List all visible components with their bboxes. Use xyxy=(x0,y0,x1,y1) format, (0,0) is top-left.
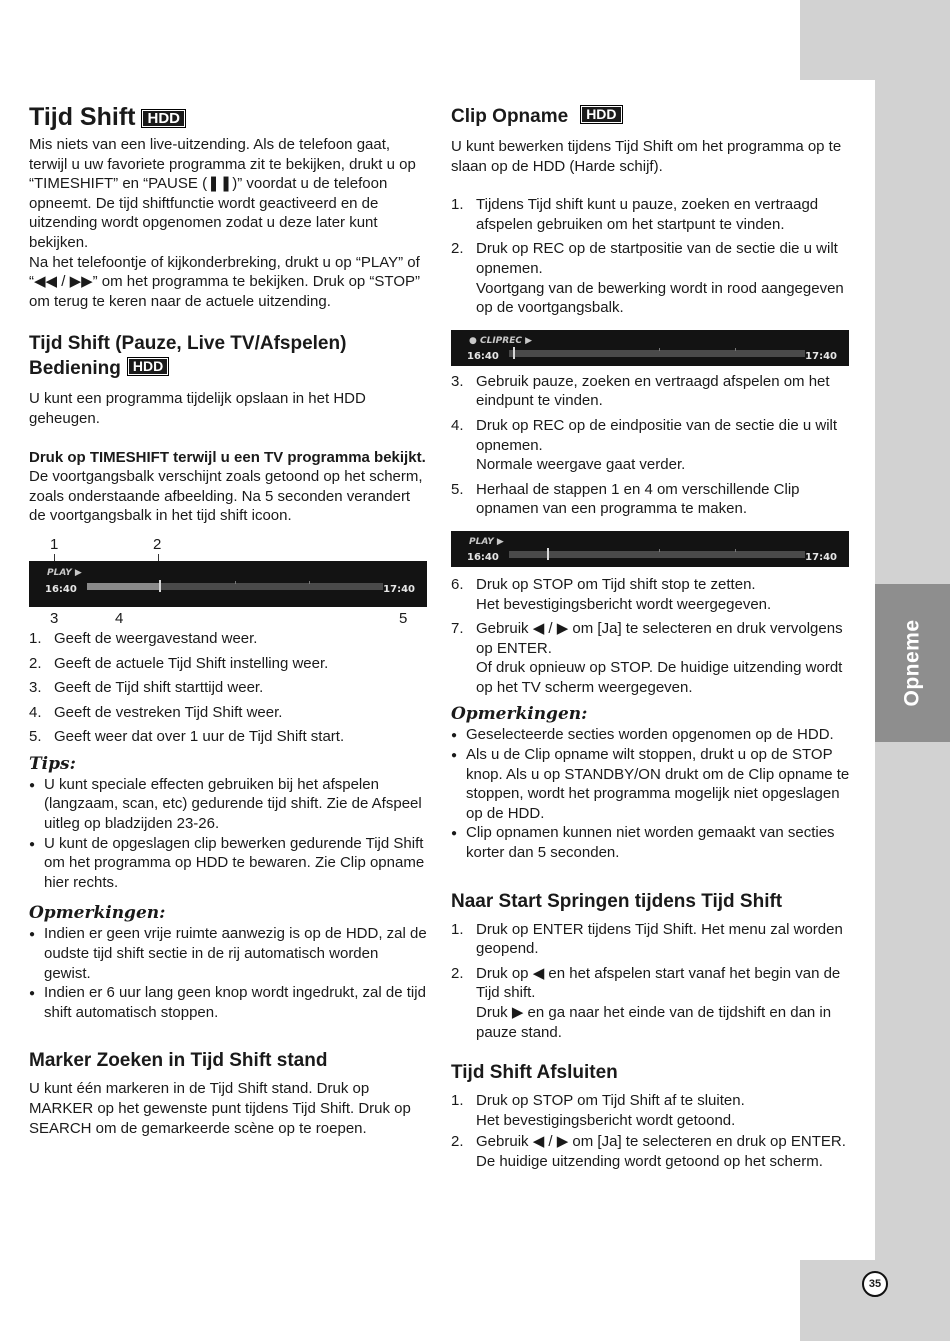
list-item: ● Geselecteerde secties worden opgenomen op de HDD. xyxy=(451,725,851,745)
clip-intro: U kunt bewerken tijdens Tijd Shift om het programma op te slaan op de HDD (Harde schijf). xyxy=(451,138,842,175)
list-item: ● Indien er 6 uur lang geen knop wordt ingedrukt, zal de tijd shift automatisch stoppen. xyxy=(29,983,427,1022)
list-item: 3. Geeft de Tijd shift starttijd weer. xyxy=(29,679,264,697)
playback-mode-label: PLAY ▶ xyxy=(47,567,82,578)
playback-mode-label: ● CLIPREC ▶ xyxy=(469,335,533,346)
start-time: 16:40 xyxy=(467,551,499,563)
clip-record-progress-bar xyxy=(451,330,849,366)
list-item: 5. Geeft weer dat over 1 uur de Tijd Shift start. xyxy=(29,728,345,746)
list-item: 2. Druk op ◀ en het afspelen start vanaf het begin van de Tijd shift. Druk ▶ en ga naar het einde van de tijdshift en dan in pauze stand. xyxy=(451,964,841,1041)
intro-paragraph: Mis niets van een live-uitzending. Als de telefoon gaat, terwijl u uw favoriete programma zit te bekijken, drukt u op “TIMESHIFT” en “PAUSE (❚❚)” voordat u de telefoon opneemt. De tijd shiftfunctie wordt geactiveerd en de uitzending wordt opgenomen zodat u deze later kunt bekijken. xyxy=(29,136,416,251)
right-column xyxy=(451,100,851,1172)
section-title-line-2: Bediening xyxy=(29,358,121,380)
notes-heading: Opmerkingen: xyxy=(451,704,588,725)
section-paragraph: U kunt een programma tijdelijk opslaan in het HDD geheugen. xyxy=(29,390,366,427)
list-item: ● U kunt de opgeslagen clip bewerken gedurende Tijd Shift om het programma op HDD te bewaren. Zie Clip opname hier rechts. xyxy=(29,834,427,893)
progress-tick xyxy=(735,549,736,552)
progress-tick xyxy=(235,581,236,584)
list-item: ● Clip opnamen kunnen niet worden gemaakt van secties korter dan 5 seconden. xyxy=(451,823,851,862)
section-title-jump: Naar Start Springen tijdens Tijd Shift xyxy=(451,890,783,912)
progress-tick xyxy=(309,581,310,584)
end-time: 17:40 xyxy=(805,551,837,563)
jump-steps xyxy=(451,920,851,1043)
list-item: ● Als u de Clip opname wilt stoppen, drukt u op de STOP knop. Als u op STANDBY/ON drukt om de Clip opname te stoppen, wordt het programma mogelijk niet opgeslagen op de HDD. xyxy=(451,745,851,823)
section-title-marker: Marker Zoeken in Tijd Shift stand xyxy=(29,1050,328,1072)
page-number: 35 xyxy=(862,1271,888,1297)
chapter-tab-label: Opneme xyxy=(900,619,924,707)
margin-band-top xyxy=(800,0,950,80)
section-title-exit: Tijd Shift Afsluiten xyxy=(451,1062,618,1084)
notes-heading: Opmerkingen: xyxy=(29,903,166,924)
section-title-timeshift-operation xyxy=(29,331,427,381)
list-item: 2. Druk op REC op de startpositie van de sectie die u wilt opnemen. Voortgang van de bewerking wordt in rood aangegeven op de voortgangsbalk. xyxy=(451,240,844,317)
list-item: 1. Tijdens Tijd shift kunt u pauze, zoeken en vertraagd afspelen gebruiken om het startpunt te vinden. xyxy=(451,196,819,233)
tips-heading: Tips: xyxy=(29,753,76,774)
section-paragraph-2: De voortgangsbalk verschijnt zoals getoond op het scherm, zoals onderstaande afbeelding. Na 5 seconden verandert de voortgangsbalk in het tijd shift icoon. xyxy=(29,468,423,525)
notes-list xyxy=(29,924,427,1022)
section-title-clip xyxy=(451,104,851,129)
list-item: ● Indien er geen vrije ruimte aanwezig is op de HDD, zal de oudste tijd shift sectie in de rij automatisch worden gewist. xyxy=(29,924,427,983)
playback-mode-label: PLAY ▶ xyxy=(469,536,504,547)
progress-tick xyxy=(735,348,736,351)
position-marker xyxy=(159,580,161,592)
clip-steps-a xyxy=(451,195,851,318)
list-item: 1. Geeft de weergavestand weer. xyxy=(29,629,258,647)
clip-steps-c xyxy=(451,575,851,698)
list-item: 4. Druk op REC op de eindpositie van de sectie die u wilt opnemen. Normale weergave gaat verder. xyxy=(451,416,838,474)
position-marker xyxy=(513,347,515,359)
list-item: 1. Druk op ENTER tijdens Tijd Shift. Het menu zal worden geopend. xyxy=(451,920,843,958)
left-column xyxy=(29,100,427,1138)
diagram-legend xyxy=(29,629,427,747)
tips-list xyxy=(29,775,427,893)
section-title-line-1: Tijd Shift (Pauze, Live TV/Afspelen) xyxy=(29,333,347,355)
chapter-side-tab xyxy=(875,584,950,742)
hdd-badge: HDD xyxy=(141,109,186,128)
elapsed-fill xyxy=(87,583,159,590)
list-item: 4. Geeft de vestreken Tijd Shift weer. xyxy=(29,703,283,721)
end-time: 17:40 xyxy=(383,583,415,595)
progress-bar-diagram xyxy=(29,535,427,627)
timeshift-progress-bar xyxy=(29,561,427,607)
progress-track xyxy=(509,350,805,357)
list-item: 2. Gebruik ◀ / ▶ om [Ja] te selecteren en druk op ENTER. De huidige uitzending wordt getoond op het scherm. xyxy=(451,1133,846,1170)
playback-progress-bar xyxy=(451,531,849,567)
hdd-badge: HDD xyxy=(580,105,622,124)
clip-steps-b xyxy=(451,372,851,519)
page-title xyxy=(29,103,427,131)
progress-tick xyxy=(659,348,660,351)
start-time: 16:40 xyxy=(467,350,499,362)
callout-4: 4 xyxy=(115,609,124,627)
callout-5: 5 xyxy=(399,609,408,627)
end-time: 17:40 xyxy=(805,350,837,362)
exit-steps xyxy=(451,1091,851,1171)
list-item: 3. Gebruik pauze, zoeken en vertraagd afspelen om het eindpunt te vinden. xyxy=(451,372,830,410)
marker-paragraph: U kunt één markeren in de Tijd Shift stand. Druk op MARKER op het gewenste punt tijdens Tijd Shift. Druk op SEARCH om de gemarkeerde scène op te roepen. xyxy=(29,1080,411,1137)
page-title-text: Tijd Shift xyxy=(29,103,136,131)
list-item: 5. Herhaal de stappen 1 en 4 om verschillende Clip opnamen van een programma te maken. xyxy=(451,480,800,518)
progress-tick xyxy=(659,549,660,552)
progress-track xyxy=(87,583,383,590)
list-item: ● U kunt speciale effecten gebruiken bij het afspelen (langzaam, scan, etc) gedurende tijd shift. Zie de Afspeel uitleg op bladzijden 23-26. xyxy=(29,775,427,834)
list-item: 1. Druk op STOP om Tijd Shift af te sluiten. Het bevestigingsbericht wordt getoond. xyxy=(451,1092,745,1129)
list-item: 2. Geeft de actuele Tijd Shift instelling weer. xyxy=(29,654,329,672)
hdd-badge: HDD xyxy=(127,357,169,376)
instruction-bold: Druk op TIMESHIFT terwijl u een TV programma bekijkt. xyxy=(29,448,426,466)
callout-2: 2 xyxy=(153,535,162,553)
callout-1: 1 xyxy=(50,535,59,553)
list-item: 6. Druk op STOP om Tijd shift stop te zetten. Het bevestigingsbericht wordt weergegeven. xyxy=(451,575,772,613)
progress-track xyxy=(509,551,805,558)
start-time: 16:40 xyxy=(45,583,77,595)
callout-3: 3 xyxy=(50,609,59,627)
position-marker xyxy=(547,548,549,560)
list-item: 7. Gebruik ◀ / ▶ om [Ja] te selecteren en druk vervolgens op ENTER. Of druk opnieuw op STOP. De huidige uitzending wordt op het TV scherm weergegeven. xyxy=(451,620,843,696)
section-title-text: Clip Opname xyxy=(451,106,569,127)
intro-paragraph-2: Na het telefoontje of kijkonderbreking, drukt u op “PLAY” of “◀◀ / ▶▶” om het programma te bekijken. Druk op “STOP” om terug te keren naar de actuele uitzending. xyxy=(29,253,420,310)
notes-list xyxy=(451,725,851,862)
